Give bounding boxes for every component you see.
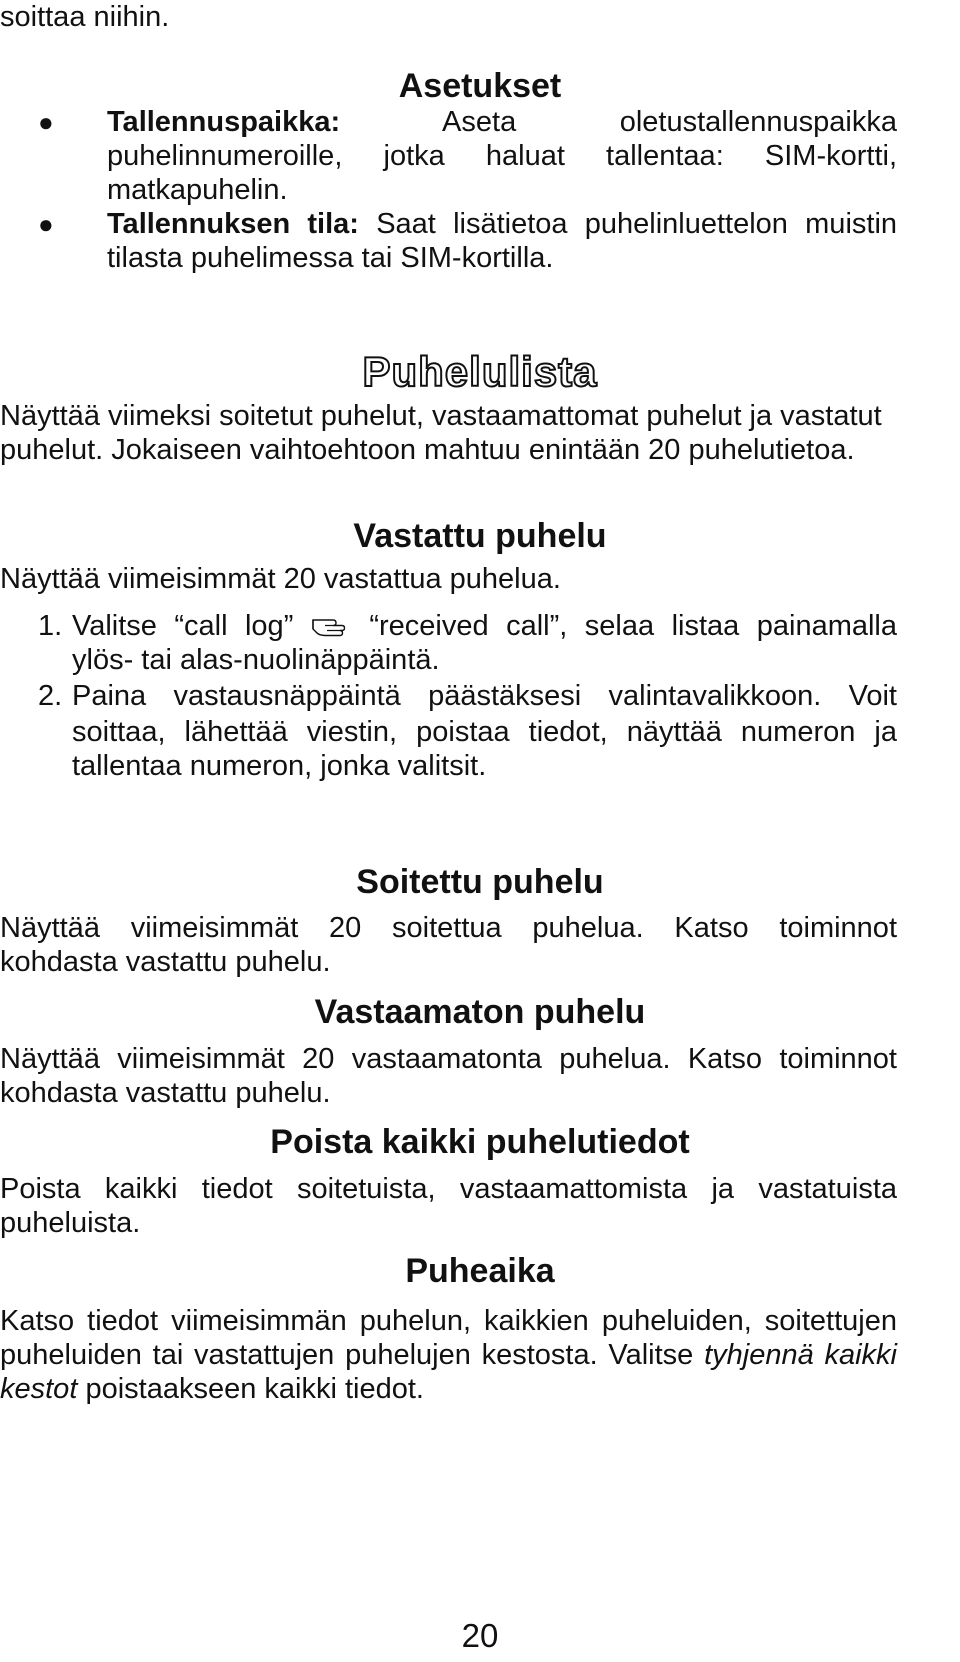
asetukset-item-1-line-1: [107, 105, 897, 139]
asetukset-item-2-line-2: tilasta puhelimessa tai SIM-kortilla.: [107, 242, 554, 274]
vastaamaton-line-2: kohdasta vastattu puhelu.: [0, 1077, 331, 1109]
step-number: 2.: [38, 680, 63, 712]
asetukset-item-2-line-1: [107, 207, 897, 241]
step-2-line-3: tallentaa numeron, jonka valitsit.: [72, 750, 487, 782]
puheaika-line-3: [0, 1372, 424, 1406]
puheaika-line-2-italic: tyhjennä kaikki: [704, 1339, 897, 1371]
soitettu-line-1: Näyttää viimeisimmät 20 soitettua puhelua. Katso toiminnot: [0, 912, 897, 944]
item-label: Tallennuksen tila:: [107, 208, 359, 240]
step-2-line-2: soittaa, lähettää viestin, poistaa tiedot, näyttää numeron ja: [72, 716, 897, 748]
puheaika-line-1: Katso tiedot viimeisimmän puhelun, kaikkien puheluiden, soitettujen: [0, 1305, 897, 1337]
puhelulista-line-1: Näyttää viimeksi soitetut puhelut, vastaamattomat puhelut ja vastatut: [0, 400, 882, 432]
asetukset-heading: Asetukset: [398, 67, 562, 105]
item-label: Tallennuspaikka:: [107, 106, 341, 138]
asetukset-item-1-line-3: matkapuhelin.: [107, 174, 288, 206]
vastaamaton-line-1: Näyttää viimeisimmät 20 vastaamatonta puhelua. Katso toiminnot: [0, 1043, 897, 1075]
page-number: 20: [461, 1617, 499, 1654]
pointing-hand-icon: [311, 613, 351, 639]
bullet-icon: ●: [38, 107, 54, 137]
bullet-icon: ●: [38, 209, 54, 239]
step-number: 1.: [38, 610, 63, 642]
puheaika-line-2-text: puheluiden tai vastattujen puhelujen kestosta. Valitse: [0, 1339, 694, 1371]
step-2-line-1: Paina vastausnäppäintä päästäksesi valintavalikkoon. Voit: [72, 680, 897, 712]
poista-line-2: puheluista.: [0, 1207, 141, 1239]
top-line: soittaa niihin.: [0, 1, 170, 33]
step-1-part-b: “received call”, selaa listaa painamalla: [369, 610, 897, 642]
asetukset-item-1-line-2: puhelinnumeroille, jotka haluat tallentaa: SIM-kortti,: [107, 140, 897, 172]
puheaika-line-3-italic: kestot: [0, 1373, 78, 1405]
puheaika-line-3-text: poistaakseen kaikki tiedot.: [85, 1373, 424, 1405]
item-text: Aseta oletustallennuspaikka: [442, 106, 897, 138]
puheaika-line-2: [0, 1338, 897, 1372]
item-text: Saat lisätietoa puhelinluettelon muistin: [376, 208, 898, 240]
soitettu-heading: Soitettu puhelu: [356, 863, 604, 901]
poista-heading: Poista kaikki puhelutiedot: [270, 1123, 690, 1161]
puhelulista-heading: Puhelulista: [362, 348, 598, 395]
step-1-part-a: Valitse “call log”: [72, 610, 294, 642]
vastaamaton-heading: Vastaamaton puhelu: [314, 993, 646, 1031]
step-1-line-1: [72, 609, 897, 643]
puhelulista-line-2: puhelut. Jokaiseen vaihtoehtoon mahtuu enintään 20 puhelutietoa.: [0, 434, 855, 466]
step-1-line-2: ylös- tai alas-nuolinäppäintä.: [72, 644, 440, 676]
vastattu-intro: Näyttää viimeisimmät 20 vastattua puhelua.: [0, 563, 561, 595]
vastattu-heading: Vastattu puhelu: [353, 517, 607, 555]
soitettu-line-2: kohdasta vastattu puhelu.: [0, 946, 331, 978]
puheaika-heading: Puheaika: [405, 1252, 555, 1290]
poista-line-1: Poista kaikki tiedot soitetuista, vastaamattomista ja vastatuista: [0, 1173, 897, 1205]
